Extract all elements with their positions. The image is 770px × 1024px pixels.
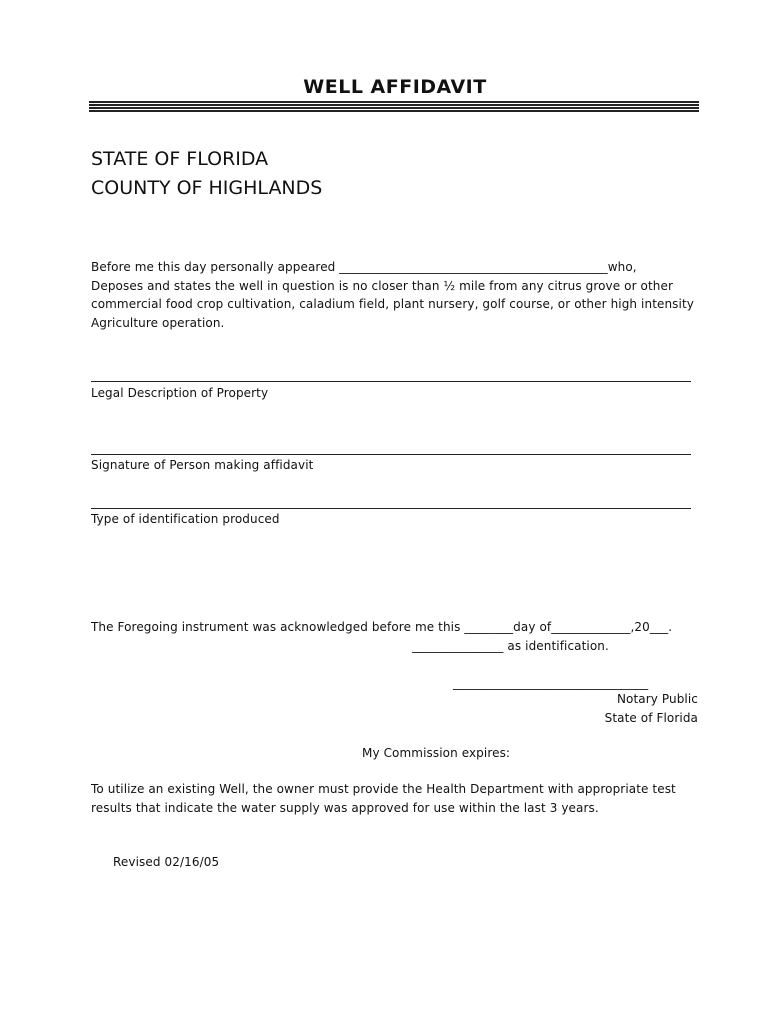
jurisdiction bbox=[91, 145, 322, 203]
identification-produced-line: _______________ as identification. bbox=[412, 639, 609, 653]
appearance-paragraph bbox=[91, 258, 701, 332]
appearance-line-2: Deposes and states the well in question is no closer than ½ mile from any citrus grove or other bbox=[91, 278, 674, 293]
appearance-line-1: Before me this day personally appeared ____________________________________________who, bbox=[91, 260, 637, 274]
appearance-line-4: Agriculture operation. bbox=[91, 315, 225, 330]
signature-line[interactable] bbox=[91, 454, 691, 455]
identification-line[interactable] bbox=[91, 508, 691, 509]
title-underline bbox=[89, 101, 699, 113]
note-line-1: To utilize an existing Well, the owner must provide the Health Department with appropriate test bbox=[91, 782, 676, 796]
revision-date: Revised 02/16/05 bbox=[113, 855, 220, 869]
acknowledgment-line: The Foregoing instrument was acknowledged before me this ________day of_____________,20___. bbox=[91, 620, 673, 634]
notary-title: Notary Public bbox=[616, 692, 698, 706]
commission-expires: My Commission expires: bbox=[362, 746, 511, 760]
state-name: STATE OF FLORIDA bbox=[91, 148, 269, 170]
notary-state: State of Florida bbox=[604, 711, 698, 725]
document-title: WELL AFFIDAVIT bbox=[303, 76, 487, 98]
appearance-line-3: commercial food crop cultivation, caladium field, plant nursery, golf course, or other high intensity bbox=[91, 297, 694, 311]
notary-signature-line[interactable]: ________________________________ bbox=[453, 676, 649, 690]
legal-description-label: Legal Description of Property bbox=[91, 386, 269, 400]
water-test-note bbox=[91, 780, 701, 817]
signature-label: Signature of Person making affidavit bbox=[91, 458, 314, 472]
half-fraction: ½ bbox=[443, 278, 456, 293]
legal-description-line[interactable] bbox=[91, 381, 691, 382]
identification-label: Type of identification produced bbox=[91, 512, 280, 526]
county-name: COUNTY OF HIGHLANDS bbox=[91, 177, 323, 199]
note-line-2: results that indicate the water supply was approved for use within the last 3 years. bbox=[91, 800, 599, 815]
